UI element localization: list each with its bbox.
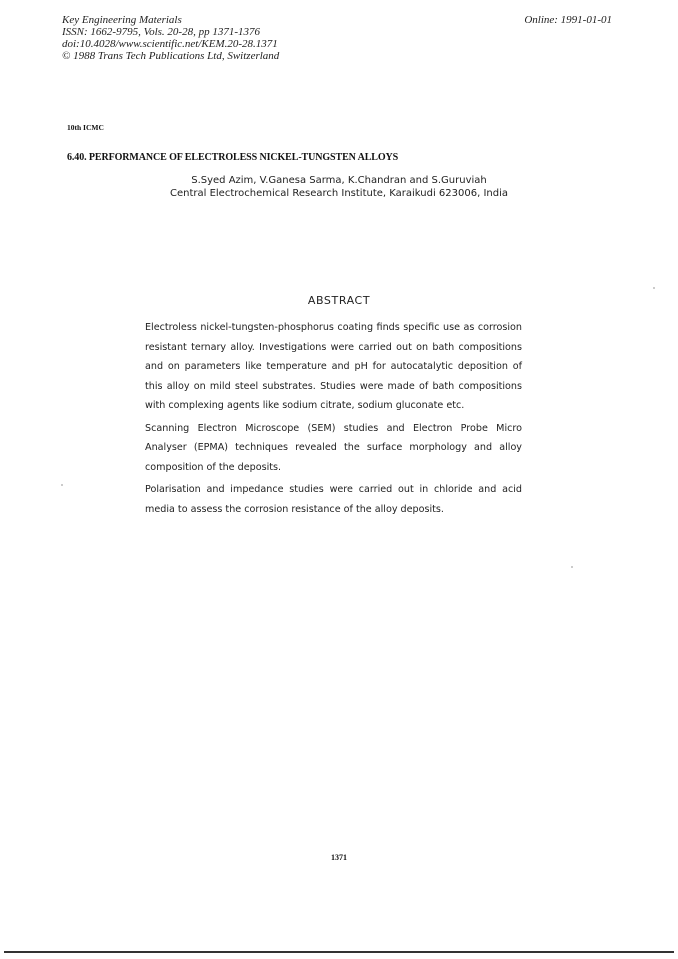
abstract-paragraph: Electroless nickel-tungsten-phosphorus coating finds specific use as corrosion resistant ternary alloy. Investigations were carried out on bath compositions and on parameters like temperature and pH for autocatalytic deposition of this alloy on mild steel substrates. Studies were made of bath compositions with complexing agents like sodium citrate, sodium gluconate etc. — [145, 322, 522, 411]
abstract-body — [145, 318, 522, 522]
affiliation: Central Electrochemical Research Institute, Karaikudi 623006, India — [169, 188, 509, 199]
doi-line: doi:10.4028/www.scientific.net/KEM.20-28.1371 — [62, 38, 278, 50]
scan-speck — [61, 484, 63, 486]
abstract-heading: ABSTRACT — [307, 294, 371, 307]
author-block — [0, 174, 678, 200]
paper-title: 6.40. PERFORMANCE OF ELECTROLESS NICKEL-TUNGSTEN ALLOYS — [67, 152, 399, 163]
abstract-paragraph: Polarisation and impedance studies were carried out in chloride and acid media to assess the corrosion resistance of the alloy deposits. — [145, 484, 522, 515]
page-number: 1371 — [331, 853, 347, 862]
scan-speck — [653, 287, 655, 289]
online-date: Online: 1991-01-01 — [524, 14, 612, 26]
issn-line: ISSN: 1662-9795, Vols. 20-28, pp 1371-1376 — [62, 26, 260, 38]
scan-speck — [571, 566, 573, 568]
journal-header — [62, 14, 279, 62]
journal-name: Key Engineering Materials — [62, 14, 182, 26]
abstract-paragraph: Scanning Electron Microscope (SEM) studies and Electron Probe Micro Analyser (EPMA) techniques revealed the surface morphology and alloy composition of the deposits. — [145, 422, 522, 473]
conference-tag: 10th ICMC — [67, 123, 104, 132]
author-list: S.Syed Azim, V.Ganesa Sarma, K.Chandran and S.Guruviah — [191, 175, 487, 186]
page-bottom-rule — [4, 951, 674, 953]
copyright-line: © 1988 Trans Tech Publications Ltd, Switzerland — [62, 50, 280, 62]
